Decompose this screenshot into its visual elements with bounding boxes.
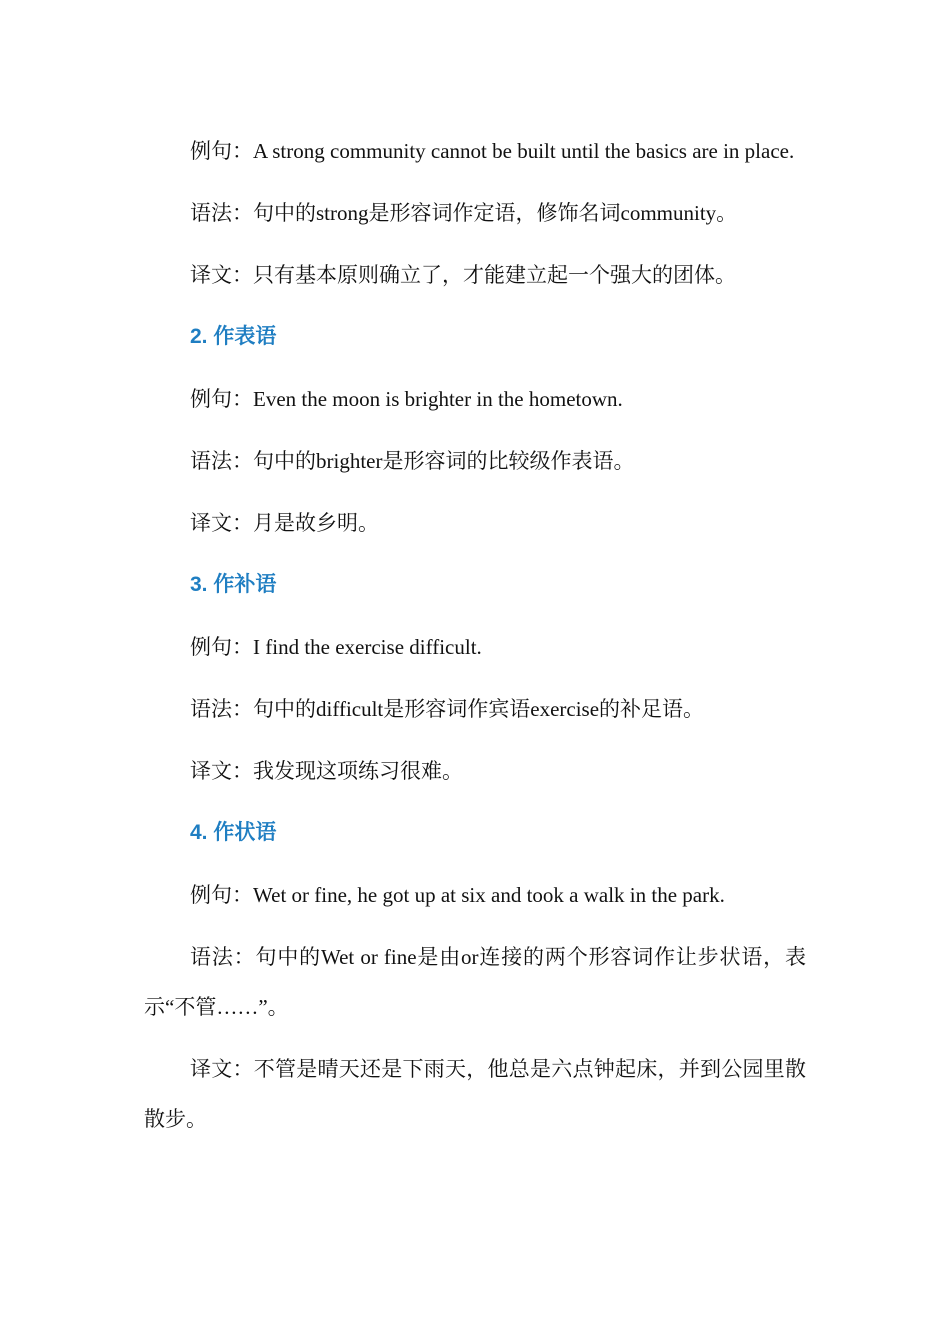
example-sentence-3: 例句：I find the exercise difficult. [190, 635, 482, 659]
example-sentence-4: 例句：Wet or fine, he got up at six and took a walk in the park. [190, 883, 725, 907]
section-heading-adverbial: 4. 作状语 [190, 821, 277, 844]
grammar-note-4: 语法：句中的Wet or fine是由or连接的两个形容词作让步状语，表示“不管……”。 [144, 945, 806, 1019]
translation-3: 译文：我发现这项练习很难。 [190, 759, 463, 783]
translation-2: 译文：月是故乡明。 [190, 511, 379, 535]
section-heading-complement: 3. 作补语 [190, 573, 277, 596]
grammar-note-1: 语法：句中的strong是形容词作定语，修饰名词community。 [190, 201, 738, 225]
section-heading-predicative: 2. 作表语 [190, 325, 277, 348]
example-sentence-2: 例句：Even the moon is brighter in the hometown. [190, 387, 623, 411]
grammar-note-2: 语法：句中的brighter是形容词的比较级作表语。 [190, 449, 635, 473]
document-page [144, 126, 806, 1144]
translation-4: 译文：不管是晴天还是下雨天，他总是六点钟起床，并到公园里散散步。 [144, 1057, 806, 1131]
example-sentence-1: 例句：A strong community cannot be built until the basics are in place. [190, 139, 795, 163]
translation-1: 译文：只有基本原则确立了，才能建立起一个强大的团体。 [190, 263, 736, 287]
grammar-note-3: 语法：句中的difficult是形容词作宾语exercise的补足语。 [190, 697, 705, 721]
